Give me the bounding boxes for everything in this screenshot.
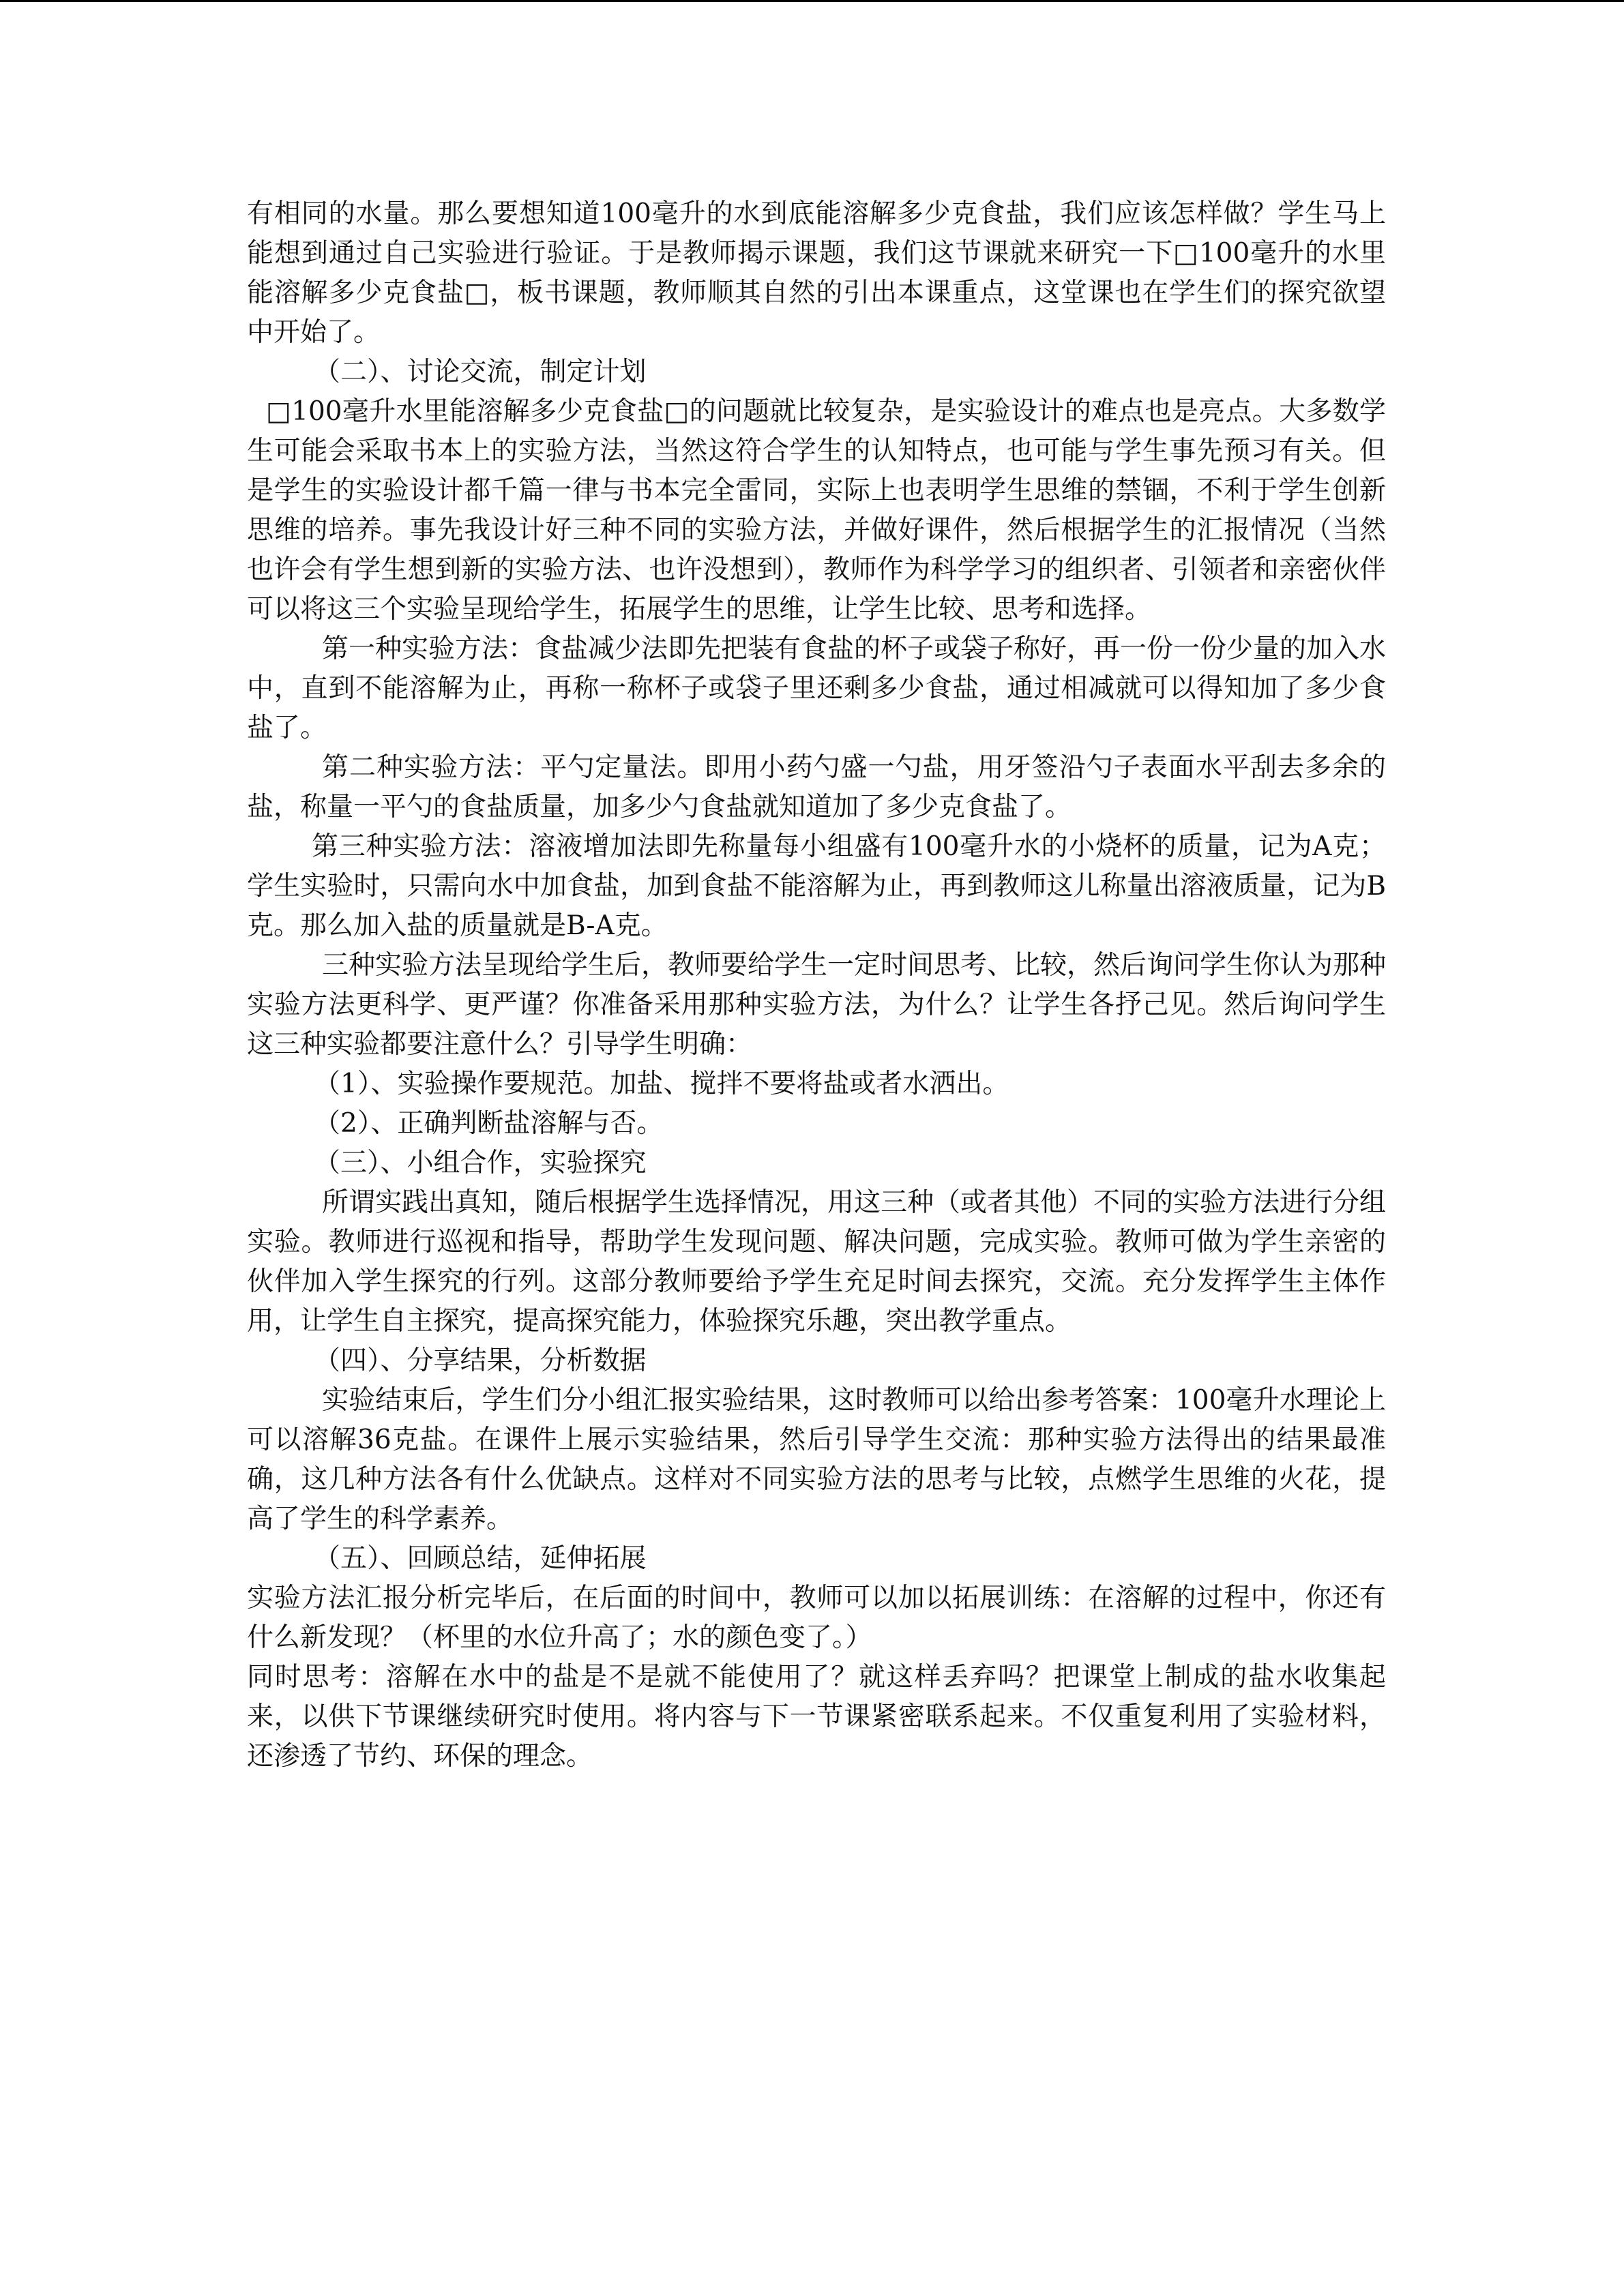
paragraph-results-analysis: 实验结束后，学生们分小组汇报实验结果，这时教师可以给出参考答案：100毫升水理论上可以溶解36克盐。在课件上展示实验结果，然后引导学生交流：那种实验方法得出的结果最准确，这几种方法各有什么优缺点。这样对不同实验方法的思考与比较，点燃学生思维的火花，提高了学生的科学素养。 (247, 1385, 1386, 1534)
section-heading-discussion: （二）、讨论交流，制定计划 (314, 357, 647, 387)
paragraph-intro-continuation: 有相同的水量。那么要想知道100毫升的水到底能溶解多少克食盐，我们应该怎样做？学生马上能想到通过自己实验进行验证。于是教师揭示课题，我们这节课就来研究一下□100毫升的水里能溶解多少克食盐□，板书课题，教师顺其自然的引出本课重点，这堂课也在学生们的探究欲望中开始了。 (247, 198, 1386, 348)
paragraph-experiment-design: □100毫升水里能溶解多少克食盐□的问题就比较复杂，是实验设计的难点也是亮点。大多数学生可能会采取书本上的实验方法，当然这符合学生的认知特点，也可能与学生事先预习有关。但是学生的实验设计都千篇一律与书本完全雷同，实际上也表明学生思维的禁锢，不利于学生创新思维的培养。事先我设计好三种不同的实验方法，并做好课件，然后根据学生的汇报情况（当然也许会有学生想到新的实验方法、也许没想到），教师作为科学学习的组织者、引领者和亲密伙伴可以将这三个实验呈现给学生，拓展学生的思维，让学生比较、思考和选择。 (247, 396, 1386, 625)
section-heading-share-results: （四）、分享结果，分析数据 (314, 1345, 647, 1376)
list-item-rule-two: （2）、正确判断盐溶解与否。 (314, 1108, 664, 1139)
paragraph-method-comparison: 三种实验方法呈现给学生后，教师要给学生一定时间思考、比较，然后询问学生你认为那种实验方法更科学、更严谨？你准备采用那种实验方法，为什么？让学生各抒己见。然后询问学生这三种实验都要注意什么？引导学生明确： (247, 950, 1387, 1060)
paragraph-group-experiment: 所谓实践出真知，随后根据学生选择情况，用这三种（或者其他）不同的实验方法进行分组实验。教师进行巡视和指导，帮助学生发现问题、解决问题，完成实验。教师可做为学生亲密的伙伴加入学生探究的行列。这部分教师要给予学生充足时间去探究，交流。充分发挥学生主体作用，让学生自主探究，提高探究能力，体验探究乐趣，突出教学重点。 (247, 1187, 1387, 1337)
document-body (247, 194, 1386, 1776)
paragraph-method-three: 第三种实验方法：溶液增加法即先称量每小组盛有100毫升水的小烧杯的质量，记为A克；学生实验时，只需向水中加食盐，加到食盐不能溶解为止，再到教师这儿称量出溶液质量，记为B克。那么加入盐的质量就是B-A克。 (247, 831, 1386, 941)
paragraph-method-two: 第二种实验方法：平勺定量法。即用小药勺盛一勺盐，用牙签沿勺子表面水平刮去多余的盐，称量一平勺的食盐质量，加多少勺食盐就知道加了多少克食盐了。 (247, 752, 1386, 822)
paragraph-extension-training: 实验方法汇报分析完毕后，在后面的时间中，教师可以加以拓展训练：在溶解的过程中，你还有什么新发现？（杯里的水位升高了；水的颜色变了。） (247, 1583, 1386, 1653)
section-heading-group-work: （三）、小组合作，实验探究 (314, 1148, 647, 1178)
paragraph-further-thinking: 同时思考：溶解在水中的盐是不是就不能使用了？就这样丢弃吗？把课堂上制成的盐水收集起来，以供下节课继续研究时使用。将内容与下一节课紧密联系起来。不仅重复利用了实验材料，还渗透了节约、环保的理念。 (247, 1662, 1386, 1772)
section-heading-review: （五）、回顾总结，延伸拓展 (314, 1543, 647, 1574)
paragraph-method-one: 第一种实验方法：食盐减少法即先把装有食盐的杯子或袋子称好，再一份一份少量的加入水中，直到不能溶解为止，再称一称杯子或袋子里还剩多少食盐，通过相减就可以得知加了多少食盐了。 (247, 633, 1387, 743)
top-border-line (0, 0, 1624, 2)
list-item-rule-one: （1）、实验操作要规范。加盐、搅拌不要将盐或者水洒出。 (314, 1069, 1009, 1099)
